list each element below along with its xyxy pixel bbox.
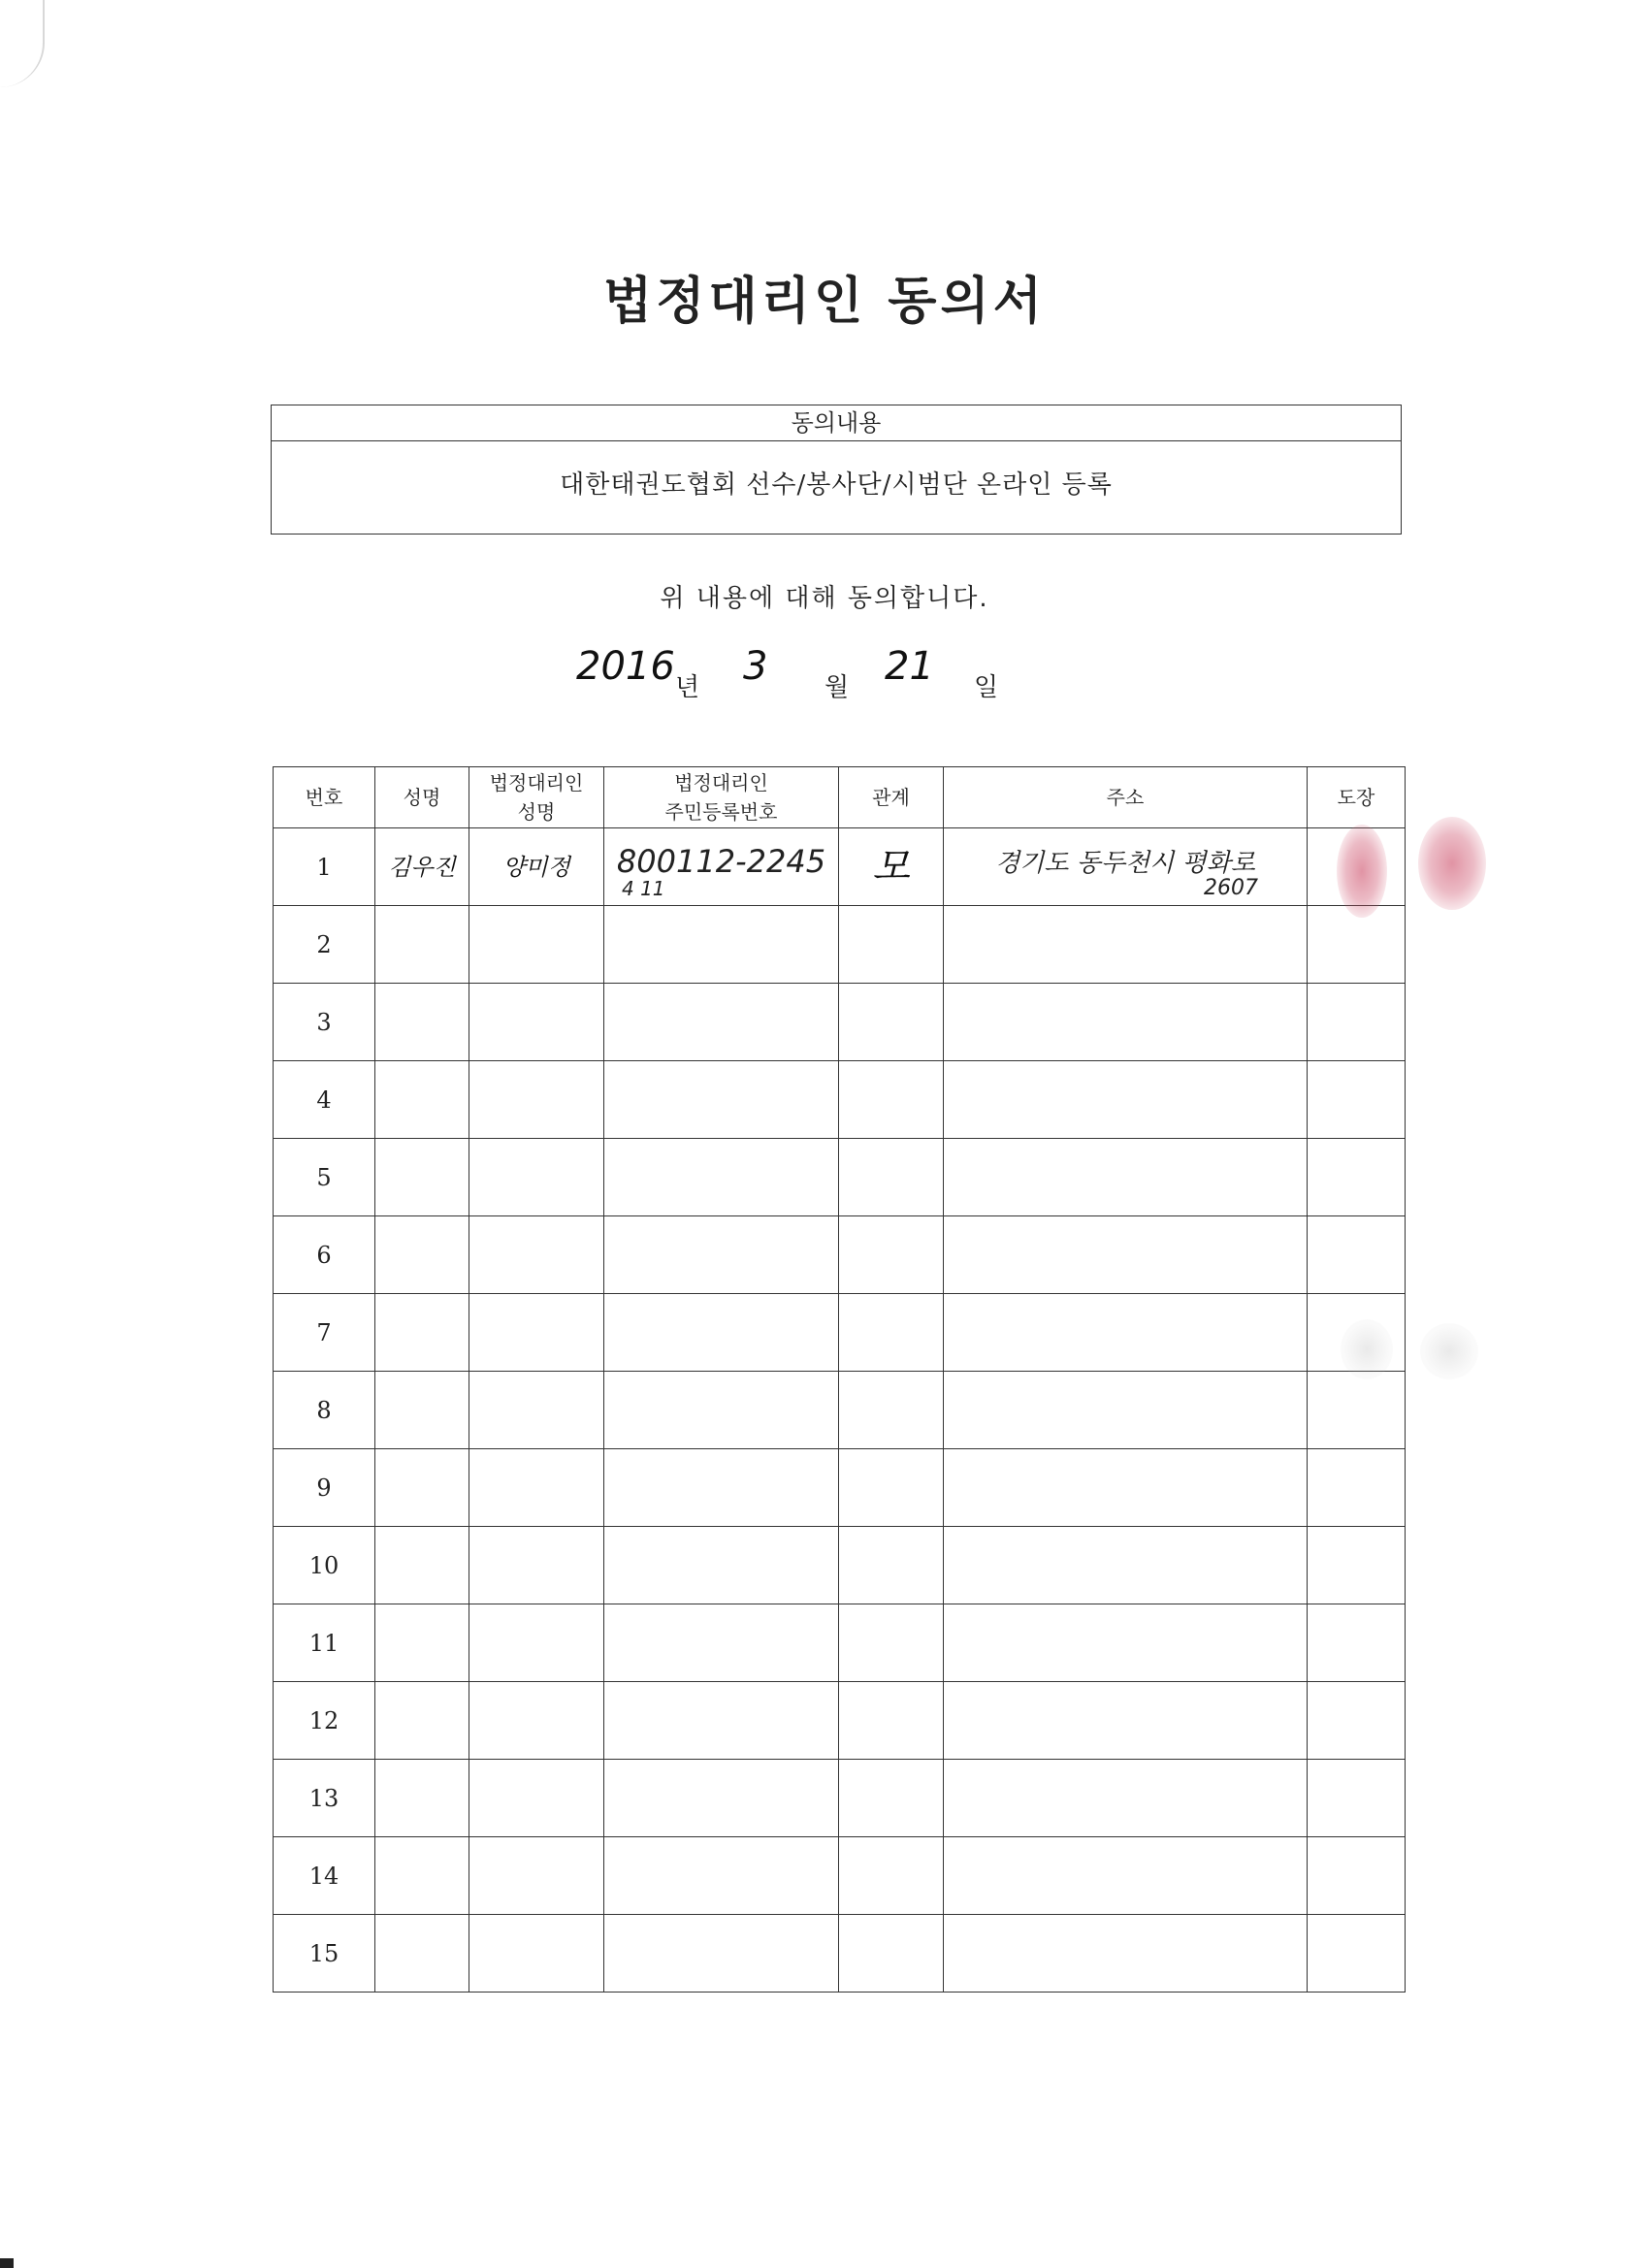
guardian-relation [839, 1760, 944, 1837]
guardian-address [944, 1216, 1308, 1294]
guardian-relation [839, 1216, 944, 1294]
header-number: 번호 [274, 767, 375, 828]
guardian-rrn [604, 1061, 839, 1139]
guardian-roster-table [273, 766, 1406, 1993]
guardian-relation: 모 [839, 828, 944, 906]
guardian-rrn [604, 1449, 839, 1527]
header-guardian-name [469, 767, 604, 828]
table-row [274, 1139, 1406, 1216]
row-number: 7 [274, 1294, 375, 1372]
guardian-address [944, 1682, 1308, 1760]
guardian-address [944, 1837, 1308, 1915]
header-seal: 도장 [1308, 767, 1406, 828]
table-row [274, 906, 1406, 984]
consent-content-header: 동의내용 [272, 405, 1401, 441]
guardian-address [944, 1294, 1308, 1372]
participant-name [375, 1449, 469, 1527]
table-row [274, 1061, 1406, 1139]
date-month: 3 [743, 644, 768, 689]
guardian-address [944, 984, 1308, 1061]
seal-cell [1308, 1837, 1406, 1915]
guardian-address [944, 1061, 1308, 1139]
seal-cell [1308, 1372, 1406, 1449]
guardian-rrn [604, 1915, 839, 1993]
guardian-rrn [604, 1139, 839, 1216]
participant-name: 김우진 [375, 828, 469, 906]
seal-cell [1308, 1604, 1406, 1682]
guardian-name [469, 1216, 604, 1294]
guardian-relation [839, 1682, 944, 1760]
faint-seal-mark-outside [1420, 1323, 1478, 1379]
guardian-address [944, 906, 1308, 984]
participant-name [375, 1760, 469, 1837]
header-guardian-name-line2: 성명 [517, 800, 556, 824]
guardian-name [469, 1449, 604, 1527]
seal-cell [1308, 1682, 1406, 1760]
row-number: 2 [274, 906, 375, 984]
participant-name [375, 1837, 469, 1915]
guardian-address [944, 828, 1308, 906]
participant-name [375, 1372, 469, 1449]
participant-name [375, 1061, 469, 1139]
guardian-rrn [604, 1216, 839, 1294]
row-number: 5 [274, 1139, 375, 1216]
row-number: 8 [274, 1372, 375, 1449]
guardian-relation [839, 1527, 944, 1604]
guardian-address [944, 1372, 1308, 1449]
date-day: 21 [885, 644, 934, 689]
table-row [274, 1760, 1406, 1837]
guardian-relation [839, 1915, 944, 1993]
red-seal-stamp [1337, 825, 1387, 918]
row-number: 15 [274, 1915, 375, 1993]
date-year: 2016 [576, 644, 675, 689]
table-row [274, 1294, 1406, 1372]
date-month-unit: 월 [824, 673, 850, 702]
guardian-address [944, 1760, 1308, 1837]
seal-cell [1308, 1139, 1406, 1216]
faint-seal-mark [1341, 1319, 1393, 1379]
guardian-rrn [604, 906, 839, 984]
guardian-name [469, 1061, 604, 1139]
participant-name [375, 984, 469, 1061]
guardian-name [469, 906, 604, 984]
participant-name [375, 1294, 469, 1372]
row-number: 9 [274, 1449, 375, 1527]
guardian-name [469, 1760, 604, 1837]
guardian-name [469, 1139, 604, 1216]
guardian-address-tail: 2607 [1204, 876, 1258, 900]
corner-mark [0, 2258, 14, 2268]
guardian-rrn [604, 1682, 839, 1760]
seal-cell [1308, 906, 1406, 984]
table-row [274, 1604, 1406, 1682]
header-guardian-rrn [604, 767, 839, 828]
row-number: 6 [274, 1216, 375, 1294]
participant-name [375, 1139, 469, 1216]
guardian-name [469, 984, 604, 1061]
participant-name [375, 906, 469, 984]
row-number: 12 [274, 1682, 375, 1760]
agreement-statement: 위 내용에 대해 동의합니다. [660, 584, 989, 613]
guardian-rrn [604, 1527, 839, 1604]
header-guardian-name-line1: 법정대리인 [489, 771, 584, 794]
guardian-name: 양미정 [469, 828, 604, 906]
row-number: 3 [274, 984, 375, 1061]
header-relation: 관계 [839, 767, 944, 828]
guardian-name [469, 1837, 604, 1915]
red-seal-stamp-outside [1418, 817, 1486, 910]
table-row [274, 1837, 1406, 1915]
date-day-unit: 일 [974, 673, 999, 702]
guardian-address [944, 1604, 1308, 1682]
guardian-rrn-main: 800112-2245 [616, 842, 826, 880]
guardian-address [944, 1139, 1308, 1216]
guardian-relation [839, 906, 944, 984]
guardian-relation [839, 1139, 944, 1216]
guardian-rrn [604, 1604, 839, 1682]
header-guardian-rrn-line1: 법정대리인 [674, 771, 768, 794]
participant-name [375, 1604, 469, 1682]
date-year-unit: 년 [675, 673, 700, 702]
seal-cell [1308, 1061, 1406, 1139]
guardian-rrn [604, 828, 839, 906]
guardian-name [469, 1527, 604, 1604]
guardian-relation [839, 1604, 944, 1682]
seal-cell [1308, 1527, 1406, 1604]
header-name: 성명 [375, 767, 469, 828]
guardian-relation [839, 1061, 944, 1139]
participant-name [375, 1682, 469, 1760]
guardian-rrn [604, 1760, 839, 1837]
table-row [274, 1527, 1406, 1604]
consent-content-body: 대한태권도협회 선수/봉사단/시범단 온라인 등록 [560, 470, 1113, 500]
header-address: 주소 [944, 767, 1308, 828]
seal-cell [1308, 1449, 1406, 1527]
header-guardian-rrn-line2: 주민등록번호 [664, 800, 778, 824]
guardian-name [469, 1294, 604, 1372]
guardian-address [944, 1527, 1308, 1604]
row-number: 1 [274, 828, 375, 906]
guardian-name [469, 1682, 604, 1760]
participant-name [375, 1915, 469, 1993]
table-row [274, 1915, 1406, 1993]
consent-content-box [271, 405, 1402, 535]
table-row [274, 984, 1406, 1061]
paper-edge-mark [0, 0, 45, 87]
participant-name [375, 1527, 469, 1604]
seal-cell [1308, 1915, 1406, 1993]
guardian-address-main: 경기도 동두천시 평화로 [995, 849, 1255, 878]
guardian-rrn [604, 984, 839, 1061]
guardian-address [944, 1915, 1308, 1993]
table-header-row [274, 767, 1406, 828]
guardian-rrn [604, 1294, 839, 1372]
guardian-name [469, 1372, 604, 1449]
seal-cell [1308, 1216, 1406, 1294]
row-number: 4 [274, 1061, 375, 1139]
table-row [274, 1682, 1406, 1760]
guardian-rrn [604, 1837, 839, 1915]
guardian-name [469, 1604, 604, 1682]
guardian-relation [839, 1837, 944, 1915]
table-row [274, 1449, 1406, 1527]
guardian-rrn-tail: 4 11 [622, 876, 665, 900]
row-number: 13 [274, 1760, 375, 1837]
guardian-relation [839, 1449, 944, 1527]
guardian-address [944, 1449, 1308, 1527]
row-number: 11 [274, 1604, 375, 1682]
guardian-rrn [604, 1372, 839, 1449]
guardian-relation [839, 1372, 944, 1449]
row-number: 10 [274, 1527, 375, 1604]
guardian-relation [839, 984, 944, 1061]
participant-name [375, 1216, 469, 1294]
table-row [274, 1216, 1406, 1294]
seal-cell [1308, 1760, 1406, 1837]
seal-cell [1308, 984, 1406, 1061]
guardian-name [469, 1915, 604, 1993]
table-row [274, 1372, 1406, 1449]
guardian-relation [839, 1294, 944, 1372]
row-number: 14 [274, 1837, 375, 1915]
table-row [274, 828, 1406, 906]
document-title: 법정대리인 동의서 [603, 272, 1046, 331]
